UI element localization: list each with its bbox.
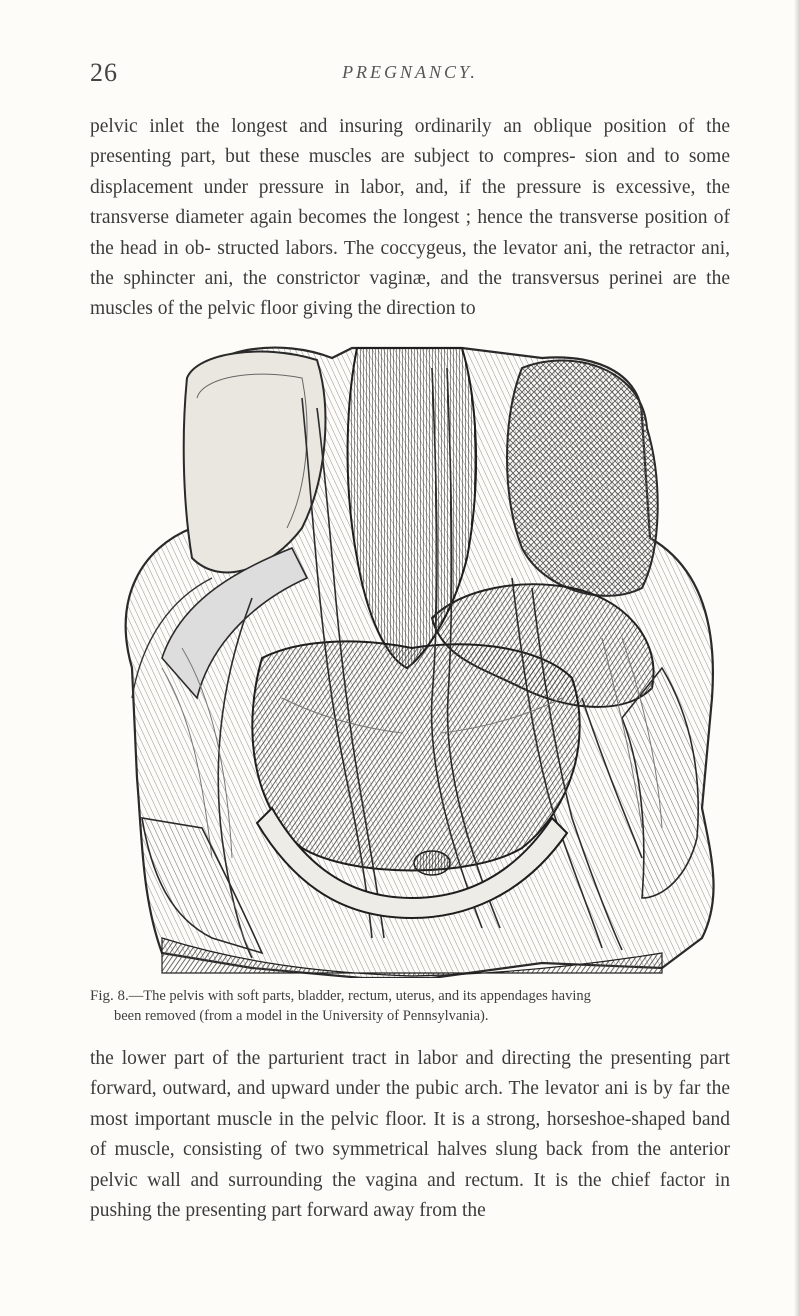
figure-label: Fig. 8.	[90, 988, 129, 1004]
caption-line-1: —The pelvis with soft parts, bladder, rectum, uterus, and its appendages having	[128, 988, 591, 1004]
paragraph-top: pelvic inlet the longest and insuring ordinarily an oblique position of the presenting part, but these muscles are subject to compres- sion and to some displacement under pressure in labor, and, if the pressure is excessive, the transverse diameter again becomes the longest ; hence the transverse position of the head in ob- structed labors. The coccygeus, the levator ani, the retractor ani, the sphincter ani, the constrictor vaginæ, and the transversus perinei are the muscles of the pelvic floor giving the direction to	[90, 116, 730, 320]
page-edge-shadow	[794, 0, 800, 1316]
caption-line-2: been removed (from a model in the University of Pennsylvania).	[114, 1008, 489, 1024]
paragraph-bottom: the lower part of the parturient tract in labor and directing the presenting part forward, outward, and upward under the pubic arch. The levator ani is by far the most important muscle in the pelvic floor. It is a strong, horseshoe-shaped band of muscle, consisting of two symmetrical halves slung back from the anterior pelvic wall and surrounding the vagina and rectum. It is the chief factor in pushing the presenting part forward away from the	[90, 1048, 730, 1222]
running-head	[90, 58, 730, 92]
figure-caption	[90, 986, 730, 1026]
pelvis-illustration	[102, 338, 724, 978]
page-number: 26	[90, 58, 118, 87]
figure-engraving	[102, 338, 724, 978]
running-title: PREGNANCY.	[342, 62, 478, 82]
